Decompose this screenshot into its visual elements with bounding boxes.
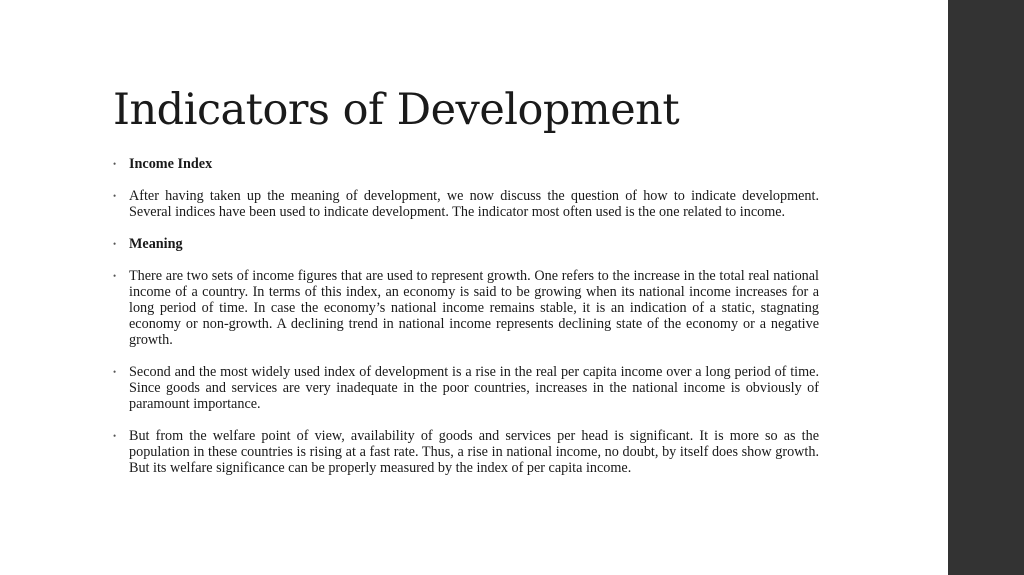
bullet-marker-icon: • (113, 191, 117, 201)
bullet-development-question (113, 188, 819, 220)
bullet-welfare (113, 428, 819, 476)
slide-title: Indicators of Development (113, 85, 680, 135)
bullet-marker-icon: • (113, 239, 117, 249)
bullet-marker-icon: • (113, 271, 117, 281)
bullet-marker-icon: • (113, 367, 117, 377)
bullet-national-income (113, 268, 819, 348)
bullet-text: Second and the most widely used index of development is a rise in the real per capita income over a long period of time. Since goods and services are very inadequate in the poor countries, increases in the national income is obviously of paramount importance. (129, 364, 819, 412)
bullet-list (113, 156, 819, 492)
bullet-text: There are two sets of income figures that are used to represent growth. One refers to the increase in the total real national income of a country. In terms of this index, an economy is said to be growing when its national income increases for a long period of time. In case the economy’s national income remains stable, it is an indication of a static, stagnating economy or non-growth. A declining trend in national income represents declining state of the economy or a negative growth. (129, 268, 819, 348)
bullet-per-capita-income (113, 364, 819, 412)
bullet-marker-icon: • (113, 431, 117, 441)
bullet-income-index (113, 156, 819, 172)
bullet-marker-icon: • (113, 159, 117, 169)
decorative-side-bar (948, 0, 1024, 575)
bullet-text: But from the welfare point of view, availability of goods and services per head is significant. It is more so as the population in these countries is rising at a fast rate. Thus, a rise in national income, no doubt, by itself does show growth. But its welfare significance can be properly measured by the index of per capita income. (129, 428, 819, 476)
bullet-meaning (113, 236, 819, 252)
bullet-text: Income Index (129, 156, 213, 172)
bullet-text: Meaning (129, 236, 183, 252)
bullet-text: After having taken up the meaning of development, we now discuss the question of how to indicate development. Several indices have been used to indicate development. The indicator most often used is the one related to income. (129, 188, 819, 220)
